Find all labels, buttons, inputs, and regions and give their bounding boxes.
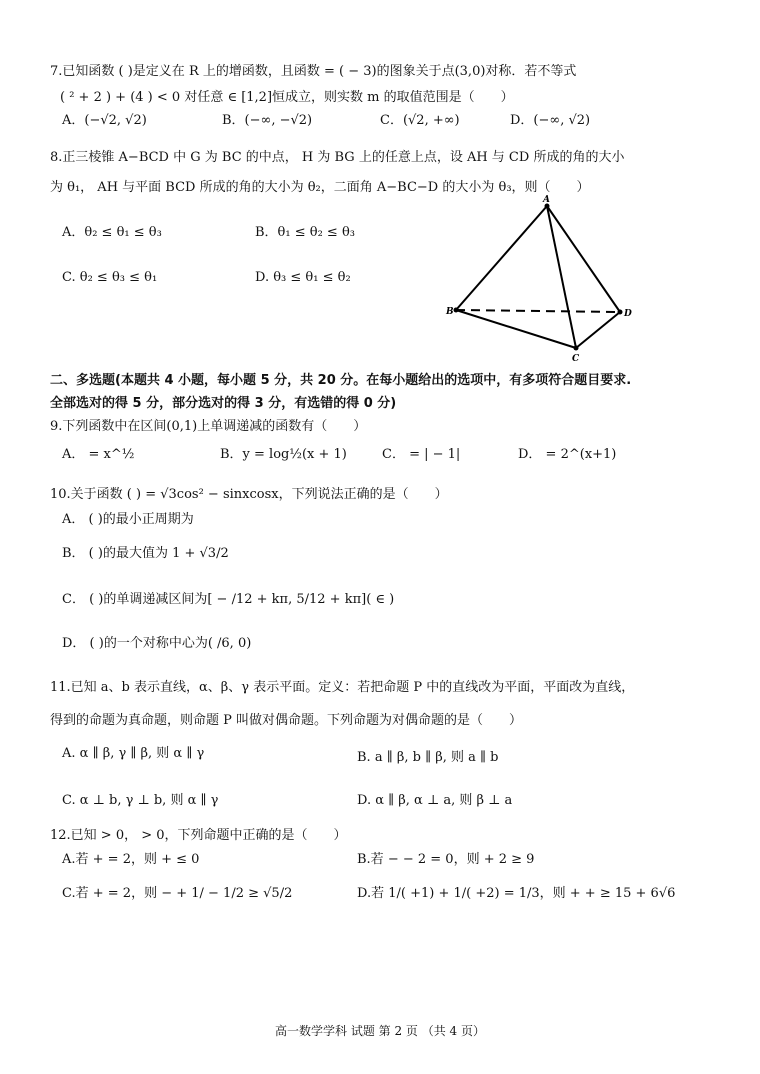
q12-option-a: A.若 + = 2，则 + ≤ 0: [62, 852, 200, 867]
q8-option-c: C. θ₂ ≤ θ₃ ≤ θ₁: [62, 270, 158, 285]
q9-option-b: B．y = log½(x + 1): [220, 447, 347, 462]
q8-option-d: D. θ₃ ≤ θ₁ ≤ θ₂: [255, 270, 351, 285]
label-d: D: [624, 309, 632, 319]
q10-option-d: D． ( )的一个对称中心为( /6, 0): [62, 636, 252, 651]
q7-option-c: C．(√2, +∞): [380, 113, 460, 128]
q8-option-a: A．θ₂ ≤ θ₁ ≤ θ₃: [62, 225, 162, 240]
edge-bc: [456, 310, 576, 348]
q9-stem: 9.下列函数中在区间(0,1)上单调递减的函数有（ ）: [50, 419, 367, 434]
q12-option-c: C.若 + = 2，则 − + 1/ − 1/2 ≥ √5/2: [62, 886, 293, 901]
q12-option-d: D.若 1/( +1) + 1/( +2) = 1/3，则 + + ≥ 15 + 6√6: [357, 886, 676, 901]
vertex-d: [618, 310, 623, 315]
q10-stem: 10.关于函数 ( ) = √3cos² − sinxcosx，下列说法正确的是（ ）: [50, 487, 448, 502]
q8-stem-line2: 为 θ₁， AH 与平面 BCD 所成的角的大小为 θ₂，二面角 A−BC−D 的大小为 θ₃，则（ ）: [50, 180, 590, 195]
vertex-b: [454, 308, 459, 313]
q7-option-d: D．(−∞, √2): [510, 113, 591, 128]
label-a: A: [543, 195, 550, 205]
q7-stem-line1: 7.已知函数 ( )是定义在 R 上的增函数，且函数 = ( − 3)的图象关于点(3,0)对称．若不等式: [50, 64, 577, 79]
q11-option-b: B. a ∥ β, b ∥ β, 则 a ∥ b: [357, 750, 499, 765]
q10-option-c: C． ( )的单调递减区间为[ − /12 + kπ, 5/12 + kπ]( ∈ ): [62, 592, 395, 607]
q12-stem: 12.已知 > 0， > 0，下列命题中正确的是（ ）: [50, 828, 347, 843]
q11-option-a: A. α ∥ β, γ ∥ β, 则 α ∥ γ: [62, 746, 205, 761]
q10-option-b: B． ( )的最大值为 1 + √3/2: [62, 546, 229, 561]
tetrahedron-figure: [440, 192, 640, 364]
edge-cd: [576, 312, 620, 348]
q7-stem-line2: ( ² + 2 ) + (4 ) < 0 对任意 ∈ [1,2]恒成立，则实数 m 的取值范围是（ ）: [60, 90, 514, 105]
section2-header-line2: 全部选对的得 5 分，部分选对的得 3 分，有选错的得 0 分): [50, 396, 397, 411]
q9-option-a: A． = x^½: [62, 447, 135, 462]
page-footer: 高一数学学科 试题 第 2 页 （共 4 页）: [275, 1024, 485, 1038]
q12-option-b: B.若 − − 2 = 0，则 + 2 ≥ 9: [357, 852, 535, 867]
edge-ab: [456, 206, 547, 310]
q9-option-d: D． = 2^(x+1): [518, 447, 617, 462]
q8-stem-line1: 8.正三棱锥 A−BCD 中 G 为 BC 的中点， H 为 BG 上的任意上点，设 AH 与 CD 所成的角的大小: [50, 150, 625, 165]
q10-option-a: A． ( )的最小正周期为: [62, 512, 194, 527]
label-b: B: [446, 307, 454, 317]
q7-option-b: B．(−∞, −√2): [222, 113, 313, 128]
q11-stem-line2: 得到的命题为真命题，则命题 P 叫做对偶命题。下列命题为对偶命题的是（ ）: [50, 713, 523, 728]
q11-option-d: D. α ∥ β, α ⊥ a, 则 β ⊥ a: [357, 793, 513, 808]
section2-header-line1: 二、多选题(本题共 4 小题，每小题 5 分，共 20 分。在每小题给出的选项中，有多项符合题目要求.: [50, 373, 632, 388]
q11-option-c: C. α ⊥ b, γ ⊥ b, 则 α ∥ γ: [62, 793, 219, 808]
edge-bd-hidden: [456, 310, 620, 312]
q7-option-a: A．(−√2, √2): [62, 113, 147, 128]
label-c: C: [572, 354, 580, 364]
vertex-c: [574, 346, 579, 351]
q11-stem-line1: 11.已知 a、b 表示直线，α、β、γ 表示平面。定义：若把命题 P 中的直线改为平面，平面改为直线，: [50, 680, 635, 695]
q9-option-c: C． = | − 1|: [382, 447, 461, 462]
q8-option-b: B．θ₁ ≤ θ₂ ≤ θ₃: [255, 225, 355, 240]
